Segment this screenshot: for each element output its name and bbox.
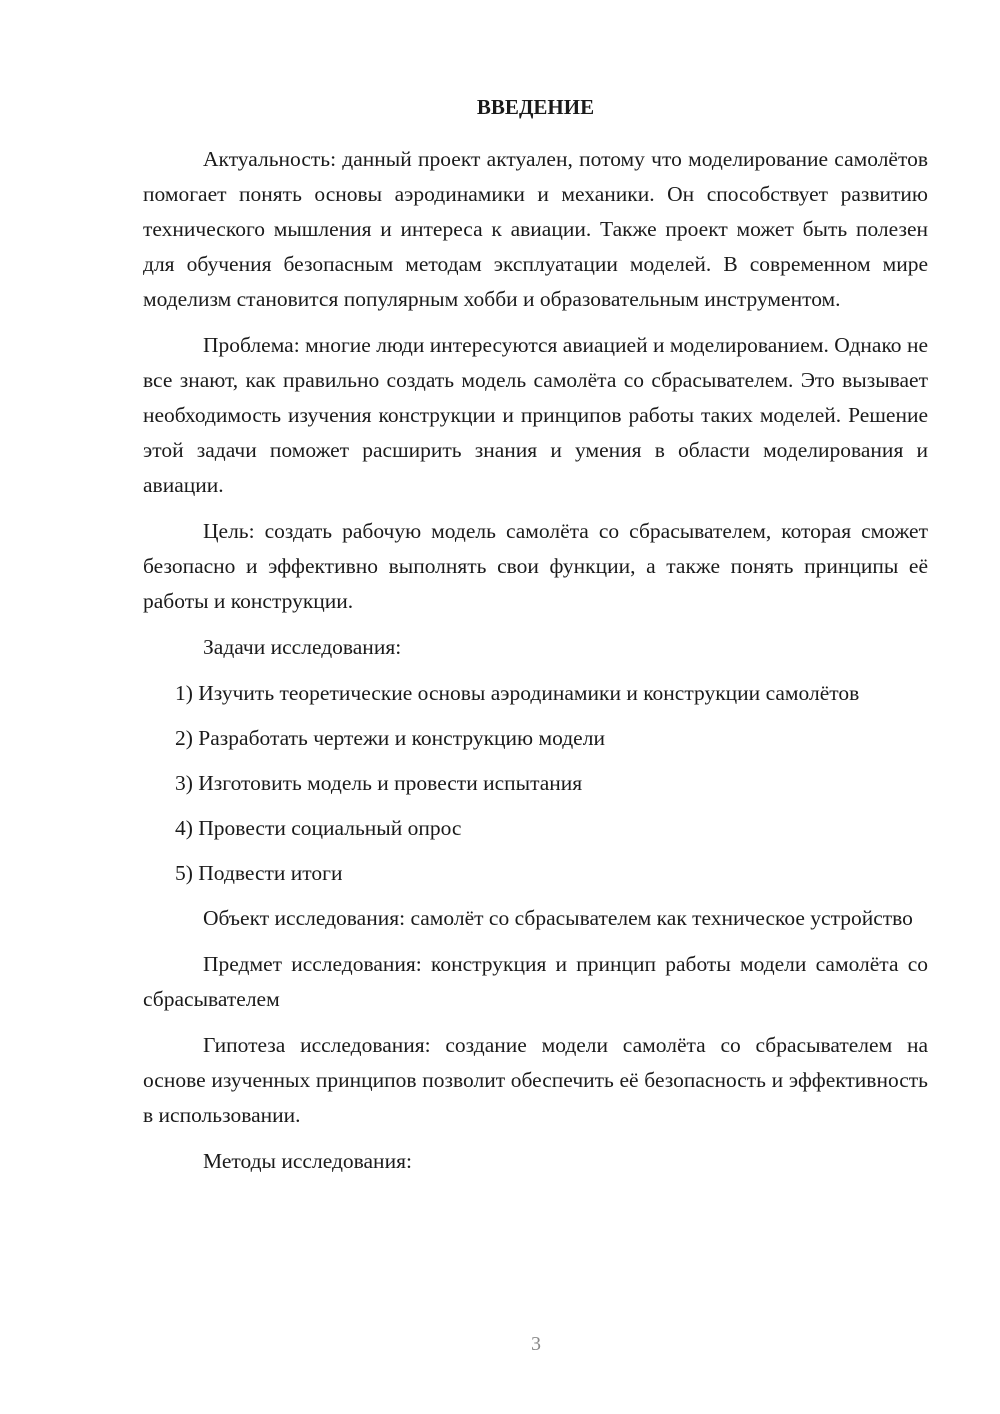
task-item: 4) Провести социальный опрос bbox=[175, 816, 462, 840]
document-page bbox=[143, 92, 928, 1190]
goal-paragraph: Цель: создать рабочую модель самолёта со сбрасывателем, которая сможет безопасно и эффективно выполнять свои функции, а также понять принципы её работы и конструкции. bbox=[143, 519, 928, 613]
tasks-list bbox=[143, 676, 928, 891]
hypothesis-paragraph: Гипотеза исследования: создание модели самолёта со сбрасывателем на основе изученных принципов позволит обеспечить её безопасность и эффективность в использовании. bbox=[143, 1033, 928, 1127]
task-item: 1) Изучить теоретические основы аэродинамики и конструкции самолётов bbox=[175, 681, 860, 705]
object-paragraph: Объект исследования: самолёт со сбрасывателем как техническое устройство bbox=[203, 906, 913, 930]
methods-heading: Методы исследования: bbox=[203, 1149, 412, 1173]
tasks-heading: Задачи исследования: bbox=[203, 635, 402, 659]
task-item: 2) Разработать чертежи и конструкцию модели bbox=[175, 726, 605, 750]
problem-paragraph: Проблема: многие люди интересуются авиацией и моделированием. Однако не все знают, как правильно создать модель самолёта со сбрасывателем. Это вызывает необходимость изучения конструкции и принципов работы таких моделей. Решение этой задачи поможет расширить знания и умения в области моделирования и авиации. bbox=[143, 333, 928, 497]
section-title: ВВЕДЕНИЕ bbox=[476, 95, 595, 119]
task-item: 3) Изготовить модель и провести испытания bbox=[175, 771, 583, 795]
relevance-paragraph: Актуальность: данный проект актуален, потому что моделирование самолётов помогает понять основы аэродинамики и механики. Он способствует развитию технического мышления и интереса к авиации. Также проект может быть полезен для обучения безопасным методам эксплуатации моделей. В современном мире моделизм становится популярным хобби и образовательным инструментом. bbox=[143, 147, 928, 311]
task-item: 5) Подвести итоги bbox=[175, 861, 343, 885]
page-number: 3 bbox=[531, 1333, 541, 1355]
subject-paragraph: Предмет исследования: конструкция и принцип работы модели самолёта со сбрасывателем bbox=[143, 952, 928, 1011]
